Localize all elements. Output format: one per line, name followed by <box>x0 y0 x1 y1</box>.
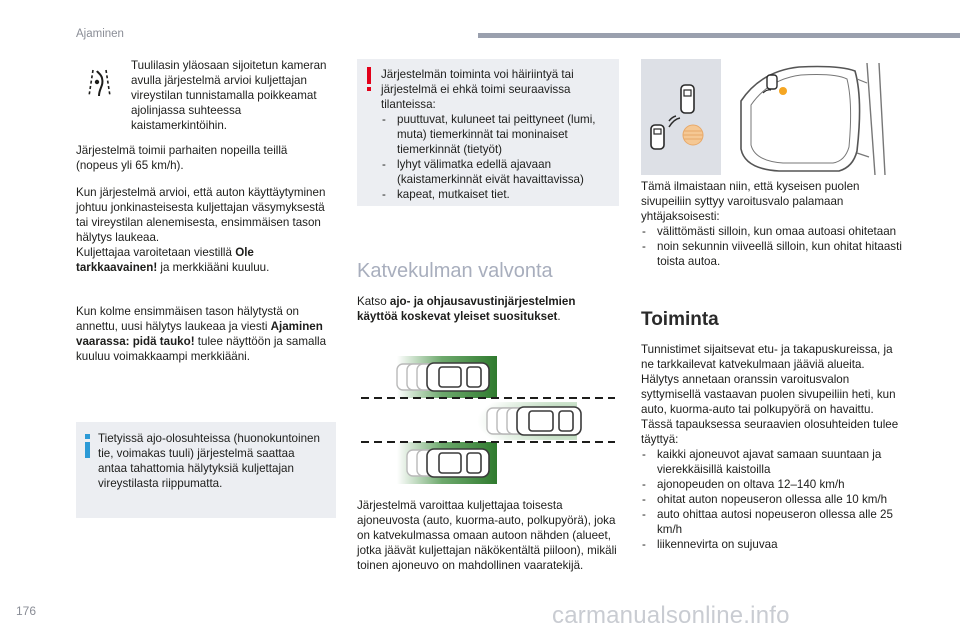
own-vehicle <box>517 407 581 435</box>
warning-intro: Järjestelmän toiminta voi häiriintyä tai järjestelmä ei ehkä toimi seuraavissa tilanteissa: <box>381 68 574 111</box>
info-note-text: Tietyissä ajo-olosuhteissa (huonokuntoinen tie, voimakas tuuli) järjestelmä saattaa antaa tahattomia hälytyksiä kuljettajan vireystilasta riippumatta. <box>98 432 320 490</box>
condition-item: - kaikki ajoneuvot ajavat samaan suuntaan ja vierekkäisillä kaistoilla <box>641 447 906 477</box>
three-alerts-paragraph: Kun kolme ensimmäisen tason hälytystä on annettu, uusi hälytys laukeaa ja viesti Ajaminen vaarassa: pidä tauko! tulee näyttöön ja samalla kuuluu voimakkaampi merkkiääni. <box>76 305 327 363</box>
info-icon <box>85 434 90 458</box>
system-description: Järjestelmä varoittaa kuljettajaa toisesta ajoneuvosta (auto, kuorma-auto, polkupyörä), joka on katvekulmassa omaan autoon nähden (alueet, jotka jäävät kuljettajan näkökentältä piiloon), mikäli toinen ajoneuvo on mahdollinen vaaratekijä. <box>357 499 617 572</box>
watermark: carmanualsonline.info <box>552 602 790 629</box>
warning-item: - kapeat, mutkaiset tiet. <box>381 187 616 202</box>
sensor-illustration <box>641 59 721 175</box>
orange-warning-light <box>779 87 787 95</box>
warn-text: Kuljettajaa varoitetaan viestillä Ole tarkkaavainen! ja merkkiääni kuuluu. <box>76 246 270 274</box>
lane-camera-icon <box>80 66 114 100</box>
vehicle-top-lane <box>427 363 489 391</box>
blind-spot-illustration <box>357 350 619 490</box>
warning-item: - puuttuvat, kuluneet tai peittyneet (lumi, muta) tiemerkinnät tai moninaiset tiemerkinnät (tietyöt) <box>381 112 616 157</box>
side-mirror <box>741 67 860 172</box>
operation-block <box>641 342 906 552</box>
section-title: Ajaminen <box>76 28 124 40</box>
condition-item: - auto ohittaa autosi nopeuseron ollessa alle 25 km/h <box>641 507 906 537</box>
blind-spot-heading: Katvekulman valvonta <box>357 260 553 282</box>
mirror-illustration <box>721 59 897 175</box>
operation-heading: Toiminta <box>641 309 719 330</box>
warning-note-body <box>381 67 616 202</box>
indication-item: - noin sekunnin viiveellä silloin, kun ohitat hitaasti toista autoa. <box>641 239 906 269</box>
vehicle-bottom-lane <box>427 449 489 477</box>
sensors-text: Tunnistimet sijaitsevat etu- ja takapuskureissa, ja ne tarkkailevat katvekulmaan jääviä alueita. <box>641 343 893 371</box>
page-number: 176 <box>16 604 37 618</box>
info-note <box>76 422 336 518</box>
warning-item: - lyhyt välimatka edellä ajavaan (kaistamerkinnät eivät havaittavissa) <box>381 157 616 187</box>
recommendations-reference: ajo- ja ohjausavustinjärjestelmien käyttöä koskevat yleiset suositukset <box>357 295 576 323</box>
warning-note <box>357 59 619 206</box>
break-message: Ajaminen vaarassa: pidä tauko! <box>76 320 323 348</box>
mirror-warning-icon <box>767 75 777 89</box>
conditions-intro: Tässä tapauksessa seuraavien olosuhteiden tulee täyttyä: <box>641 418 899 446</box>
header-bar <box>478 33 960 38</box>
alert-text: Hälytys annetaan oranssin varoitusvalon syttymisellä vastaavan puolen sivupeiliin heti, kun auto, kuorma-auto tai polkupyörä on havaittu. <box>641 373 896 416</box>
indication-block <box>641 179 906 269</box>
see-recommendations: Katso ajo- ja ohjausavustinjärjestelmien käyttöä koskevat yleiset suositukset. <box>357 295 576 323</box>
top-car-icon <box>681 85 694 113</box>
warn-message: Ole tarkkaavainen! <box>76 246 254 274</box>
condition-item: - liikennevirta on sujuvaa <box>641 537 906 552</box>
camera-description: Tuulilasin yläosaan sijoitetun kameran avulla järjestelmä arvioi kuljettajan vireystilan tunnistamalla poikkeamat ajolinjassa suhteessa kaistamerkintöihin. <box>131 59 327 132</box>
detect-paragraph <box>76 185 331 275</box>
condition-item: - ajonopeuden on oltava 12–140 km/h <box>641 477 906 492</box>
speed-paragraph: Järjestelmä toimii parhaiten nopeilla teillä (nopeus yli 65 km/h). <box>76 144 288 172</box>
condition-item: - ohitat auton nopeuseron ollessa alle 10 km/h <box>641 492 906 507</box>
detect-text: Kun järjestelmä arvioi, että auton käyttäytyminen johtuu jonkinasteisesta kuljettajan väsymyksestä tai vireystilan alenemisesta, ensimmäisen tason hälytys laukeaa. <box>76 186 326 244</box>
indication-intro: Tämä ilmaistaan niin, että kyseisen puolen sivupeiliin syttyy varoitusvalo palamaan yhtäjaksoisesti: <box>641 180 860 223</box>
warning-icon <box>367 67 371 91</box>
indication-item: - välittömästi silloin, kun omaa autoasi ohitetaan <box>641 224 906 239</box>
